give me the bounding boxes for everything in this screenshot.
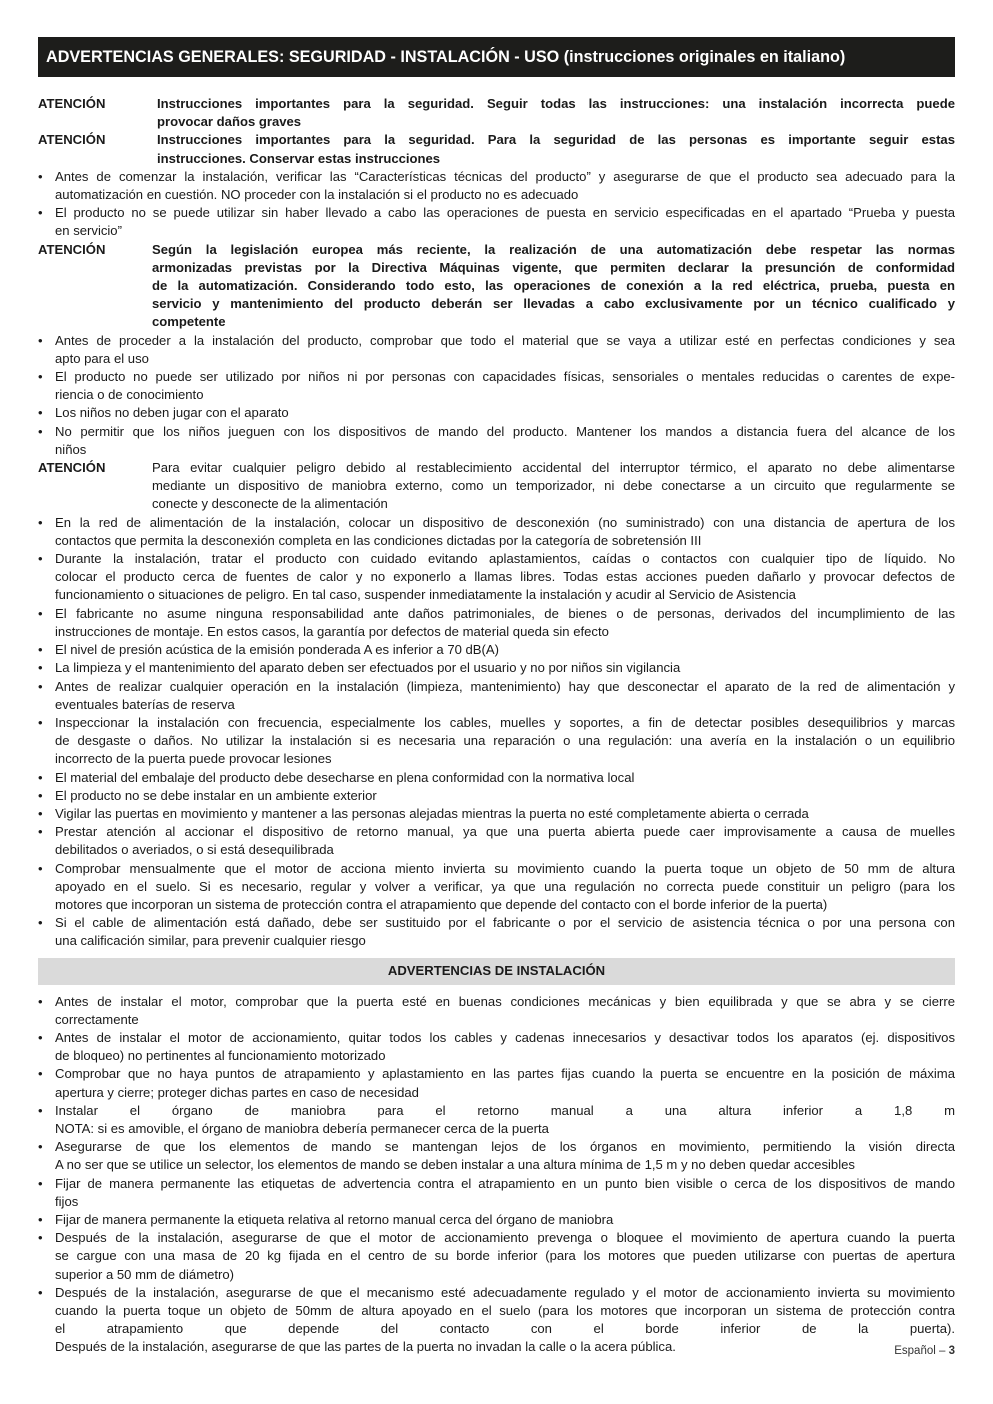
bullet-item <box>38 914 955 950</box>
bullet-dot-icon: • <box>38 1230 43 1246</box>
bullet-item <box>38 860 955 915</box>
text-line: Fijar de manera permanente las etiquetas de advertencia contra el atrapamiento en un punto bien visible o cerca de los dispositivos de mando <box>55 1175 955 1191</box>
text-line: de la automatización. Considerando todo esto, las operaciones de conexión a la red eléctrica, prueba, puesta en <box>152 278 955 294</box>
bullet-item <box>38 993 955 1029</box>
bullet-item <box>38 423 955 459</box>
bullet-dot-icon: • <box>38 660 43 676</box>
bullet-text <box>55 1175 955 1211</box>
bullet-dot-icon: • <box>38 551 43 567</box>
bullet-dot-icon: • <box>38 714 43 730</box>
page-number: 3 <box>948 1345 955 1357</box>
attention-text <box>157 95 955 131</box>
text-line: riencia o de conocimiento <box>55 387 204 403</box>
bullet-dot-icon: • <box>38 769 43 785</box>
attention-text <box>152 241 955 332</box>
bullet-dot-icon: • <box>38 1066 43 1082</box>
text-line: debilitados o averiados, o si está desequilibrada <box>55 842 334 858</box>
text-line: provocar daños graves <box>157 114 302 130</box>
text-line: Después de la instalación, asegurarse de que las partes de la puerta no invadan la calle o la acera pública. <box>55 1339 676 1355</box>
text-line: superior a 50 mm de diámetro) <box>55 1266 235 1282</box>
bullet-item <box>38 641 955 659</box>
text-line: correctamente <box>55 1011 139 1027</box>
text-line: Los niños no deben jugar con el aparato <box>55 405 289 421</box>
bullet-text <box>55 1229 955 1284</box>
bullet-item <box>38 1175 955 1211</box>
text-line: A no ser que se utilice un selector, los elementos de mando se deben instalar a una altura mínima de 1,5 m y no deben quedar accesibles <box>55 1157 855 1173</box>
text-line: Instrucciones importantes para la seguridad. Para la seguridad de las personas es importante seguir estas <box>157 132 955 148</box>
bullet-item <box>38 805 955 823</box>
bullet-item <box>38 1029 955 1065</box>
bullet-item <box>38 659 955 677</box>
bullet-item <box>38 368 955 404</box>
text-line: Fijar de manera permanente la etiqueta relativa al retorno manual cerca del órgano de maniobra <box>55 1211 614 1227</box>
text-line: Vigilar las puertas en movimiento y mantener a las personas alejadas mientras la puerta no esté completamente abierta o cerrada <box>55 805 809 821</box>
bullet-text <box>55 641 955 659</box>
bullet-item <box>38 204 955 240</box>
text-line: Antes de proceder a la instalación del producto, comprobar que todo el material que se vaya a utilizar esté en perfectas condiciones y sea <box>55 332 955 348</box>
page-footer <box>894 1345 955 1357</box>
bullet-text <box>55 368 955 404</box>
bullet-text <box>55 860 955 915</box>
bullet-text <box>55 1102 955 1138</box>
text-line: motores que incorporan un sistema de protección contra el atrapamiento que depende del contacto con el borde inferior de la puerta) <box>55 896 828 912</box>
text-line: Para evitar cualquier peligro debido al restablecimiento accidental del interruptor térmico, el aparato no debe alimentarse <box>152 460 955 476</box>
bullet-item <box>38 678 955 714</box>
bullet-dot-icon: • <box>38 168 43 184</box>
text-line: Después de la instalación, asegurarse de que el motor de accionamiento prevenga o bloquee el movimiento de apertura cuando la puerta <box>55 1230 955 1246</box>
attention-label: ATENCIÓN <box>38 460 106 476</box>
text-line: competente <box>152 314 226 330</box>
bullet-text <box>55 332 955 368</box>
bullet-text <box>55 423 955 459</box>
text-line: de desgaste o daños. No utilizar la instalación si es necesaria una reparación o una regulación: una avería en la instalación o un equilibrio <box>55 733 955 749</box>
bullet-text <box>55 514 955 550</box>
bullet-dot-icon: • <box>38 642 43 658</box>
text-line: niños <box>55 441 87 457</box>
bullet-text <box>55 605 955 641</box>
bullet-dot-icon: • <box>38 1284 43 1300</box>
attention-note <box>38 131 955 167</box>
bullet-dot-icon: • <box>38 1029 43 1045</box>
bullet-text <box>55 805 955 823</box>
text-line: eventuales baterías de reserva <box>55 696 235 712</box>
text-line: se cargue con una masa de 20 kg fijada en el centro de su borde inferior (para los motores que pueden utilizarse con puertas de apertura <box>55 1248 955 1264</box>
bullet-dot-icon: • <box>38 1211 43 1227</box>
text-line: Antes de instalar el motor de accionamiento, quitar todos los cables y cadenas innecesarios y desactivar todos los aparatos (ej. dispositivos <box>55 1029 955 1045</box>
text-line: Antes de realizar cualquier operación en la instalación (limpieza, mantenimiento) hay que desconectar el aparato de la red de alimentación y <box>55 678 955 694</box>
document-body <box>38 95 955 1357</box>
bullet-dot-icon: • <box>38 514 43 530</box>
bullet-item <box>38 787 955 805</box>
text-line: Instrucciones importantes para la seguridad. Seguir todas las instrucciones: una instalación incorrecta puede <box>157 96 955 111</box>
bullet-dot-icon: • <box>38 860 43 876</box>
bullet-dot-icon: • <box>38 824 43 840</box>
bullet-text <box>55 168 955 204</box>
attention-note <box>38 241 955 332</box>
text-line: El producto no se debe instalar en un ambiente exterior <box>55 787 377 803</box>
text-line: Comprobar que no haya puntos de atrapamiento y aplastamiento en las partes fijas cuando la puerta se encuentre en la posición de máxima <box>55 1066 955 1082</box>
bullet-text <box>55 678 955 714</box>
text-line: funcionamiento o situaciones de peligro. En tal caso, suspender inmediatamente la instalación y acudir al Servicio de Asistencia <box>55 587 796 603</box>
text-line: mediante un dispositivo de maniobra externo, como un temporizador, ni debe conectarse a un circuito que regularmente se <box>152 478 955 494</box>
text-line: NOTA: si es amovible, el órgano de maniobra debería permanecer cerca de la puerta <box>55 1120 549 1136</box>
bullet-item <box>38 823 955 859</box>
bullet-dot-icon: • <box>38 993 43 1009</box>
bullet-text <box>55 1065 955 1101</box>
text-line: El producto no puede ser utilizado por niños ni por personas con capacidades físicas, sensoriales o mentales reducidas o carentes de expe- <box>55 369 955 385</box>
bullet-dot-icon: • <box>38 915 43 931</box>
bullet-dot-icon: • <box>38 1175 43 1191</box>
text-line: cuando la puerta toque un objeto de 50mm de altura apoyado en el suelo (para los motores que incorporan un sistema de protección contra <box>55 1303 955 1318</box>
attention-text <box>152 459 955 514</box>
bullet-item <box>38 1138 955 1174</box>
bullet-dot-icon: • <box>38 369 43 385</box>
bullet-dot-icon: • <box>38 1102 43 1118</box>
text-line: La limpieza y el mantenimiento del aparato deben ser efectuados por el usuario y no por niños sin vigilancia <box>55 660 681 676</box>
text-line: fijos <box>55 1193 79 1209</box>
bullet-text <box>55 787 955 805</box>
text-line: El nivel de presión acústica de la emisión ponderada A es inferior a 70 dB(A) <box>55 642 499 658</box>
text-line: Si el cable de alimentación está dañado, debe ser sustituido por el fabricante o por el servicio de asistencia técnica o por una persona con <box>55 915 955 931</box>
bullet-dot-icon: • <box>38 423 43 439</box>
text-line: Asegurarse de que los elementos de mando se mantengan lejos de los órganos en movimiento, permitiendo la visión directa <box>55 1139 955 1155</box>
text-line: apoyado en el suelo. Si es necesario, regular y volver a verificar, ya que una regulación no correcta puede constituir un peligro (para los <box>55 878 955 894</box>
bullet-text <box>55 1211 955 1229</box>
text-line: Según la legislación europea más reciente, la realización de una automatización debe respetar las normas <box>152 241 955 257</box>
bullet-dot-icon: • <box>38 205 43 221</box>
text-line: El material del embalaje del producto debe desecharse en plena conformidad con la normativa local <box>55 769 635 785</box>
text-line: apertura y cierre; proteger dichas partes en caso de necesidad <box>55 1084 419 1100</box>
text-line: armonizadas previstas por la Directiva Máquinas vigente, que permiten declarar la presunción de conformidad <box>152 259 955 275</box>
bullet-item <box>38 714 955 769</box>
bullet-dot-icon: • <box>38 805 43 821</box>
bullet-item <box>38 1065 955 1101</box>
bullet-dot-icon: • <box>38 787 43 803</box>
bullet-item <box>38 550 955 605</box>
text-line: Instalar el órgano de maniobra para el retorno manual a una altura inferior a 1,8 m <box>55 1102 955 1118</box>
attention-note <box>38 459 955 514</box>
text-line: Comprobar mensualmente que el motor de acciona miento invierta su movimiento cuando la puerta toque un objeto de 50 mm de altura <box>55 860 955 876</box>
bullet-text <box>55 993 955 1029</box>
text-line: en servicio” <box>55 223 122 239</box>
text-line: de bloqueo) no pertinentes al funcionamiento motorizado <box>55 1048 386 1064</box>
bullet-text <box>55 714 955 769</box>
bullet-item <box>38 514 955 550</box>
bullet-dot-icon: • <box>38 605 43 621</box>
bullet-text <box>55 769 955 787</box>
text-line: contactos que permita la desconexión completa en las condiciones dictadas por la categoría de sobretensión III <box>55 532 702 548</box>
text-line: El fabricante no asume ninguna responsabilidad ante daños patrimoniales, de bienes o de personas, derivados del incumplimiento de las <box>55 605 955 621</box>
bullet-text <box>55 659 955 677</box>
bullet-item <box>38 1102 955 1138</box>
text-line: conecte y desconecte de la alimentación <box>152 496 388 512</box>
attention-label: ATENCIÓN <box>38 132 106 148</box>
bullet-item <box>38 1284 955 1357</box>
text-line: automatización en cuestión. NO proceder con la instalación si el producto no es adecuado <box>55 187 579 203</box>
bullet-item <box>38 404 955 422</box>
attention-text <box>157 131 955 167</box>
installation-section-title: ADVERTENCIAS DE INSTALACIÓN <box>38 958 955 985</box>
text-line: apto para el uso <box>55 350 149 366</box>
bullet-item <box>38 769 955 787</box>
text-line: No permitir que los niños jueguen con los dispositivos de mando del producto. Mantener los mandos a distancia fuera del alcance de los <box>55 423 955 439</box>
text-line: Durante la instalación, tratar el producto con cuidado evitando aplastamientos, caídas o contactos con cualquier tipo de líquido. No <box>55 551 955 567</box>
bullet-item <box>38 1229 955 1284</box>
attention-label: ATENCIÓN <box>38 96 106 111</box>
text-line: En la red de alimentación de la instalación, colocar un dispositivo de desconexión (no suministrado) con una distancia de apertura de los <box>55 514 955 530</box>
footer-language: Español – <box>894 1345 946 1357</box>
bullet-text <box>55 914 955 950</box>
bullet-item <box>38 605 955 641</box>
text-line: El producto no se puede utilizar sin haber llevado a cabo las operaciones de puesta en servicio especificadas en el apartado “Prueba y puesta <box>55 205 955 221</box>
text-line: una calificación similar, para prevenir cualquier riesgo <box>55 933 366 949</box>
bullet-item <box>38 1211 955 1229</box>
text-line: Prestar atención al accionar el dispositivo de retorno manual, ya que una puerta abierta puede caer improvisamente a causa de muelles <box>55 824 955 840</box>
text-line: el atrapamiento que depende del contacto con el borde inferior de la puerta). <box>55 1321 955 1337</box>
text-line: Después de la instalación, asegurarse de que el mecanismo esté adecuadamente regulado y el motor de accionamiento invierta su movimiento <box>55 1284 955 1300</box>
text-line: servicio y mantenimiento del producto deberán ser llevadas a cabo exclusivamente por un técnico cualificado y <box>152 296 955 312</box>
general-warnings <box>38 95 955 951</box>
bullet-text <box>55 1029 955 1065</box>
bullet-dot-icon: • <box>38 332 43 348</box>
attention-note <box>38 95 955 131</box>
bullet-dot-icon: • <box>38 405 43 421</box>
bullet-item <box>38 332 955 368</box>
text-line: Inspeccionar la instalación con frecuencia, especialmente los cables, muelles y soportes, a fin de detectar posibles desequilibrios y marcas <box>55 714 955 730</box>
bullet-item <box>38 168 955 204</box>
text-line: Antes de instalar el motor, comprobar que la puerta esté en buenas condiciones mecánicas y bien equilibrada y que se abra y se cierre <box>55 993 955 1009</box>
bullet-text <box>55 404 955 422</box>
text-line: instrucciones. Conservar estas instrucciones <box>157 150 441 166</box>
bullet-text <box>55 1284 955 1357</box>
bullet-text <box>55 204 955 240</box>
page-title: ADVERTENCIAS GENERALES: SEGURIDAD - INSTALACIÓN - USO (instrucciones originales en italiano) <box>38 37 955 77</box>
bullet-dot-icon: • <box>38 1139 43 1155</box>
bullet-dot-icon: • <box>38 678 43 694</box>
text-line: colocar el producto cerca de fuentes de calor y no exponerlo a llamas libres. Todas estas acciones pueden dañarlo y provocar defectos de <box>55 569 955 585</box>
bullet-text <box>55 550 955 605</box>
bullet-text <box>55 823 955 859</box>
installation-warnings <box>38 993 955 1357</box>
bullet-text <box>55 1138 955 1174</box>
text-line: instrucciones de montaje. En estos casos, la garantía por defectos de material queda sin efecto <box>55 623 609 639</box>
text-line: incorrecto de la puerta puede provocar lesiones <box>55 751 332 767</box>
text-line: Antes de comenzar la instalación, verificar las “Características técnicas del producto” y asegurarse de que el producto sea adecuado para la <box>55 168 955 184</box>
attention-label: ATENCIÓN <box>38 241 106 257</box>
